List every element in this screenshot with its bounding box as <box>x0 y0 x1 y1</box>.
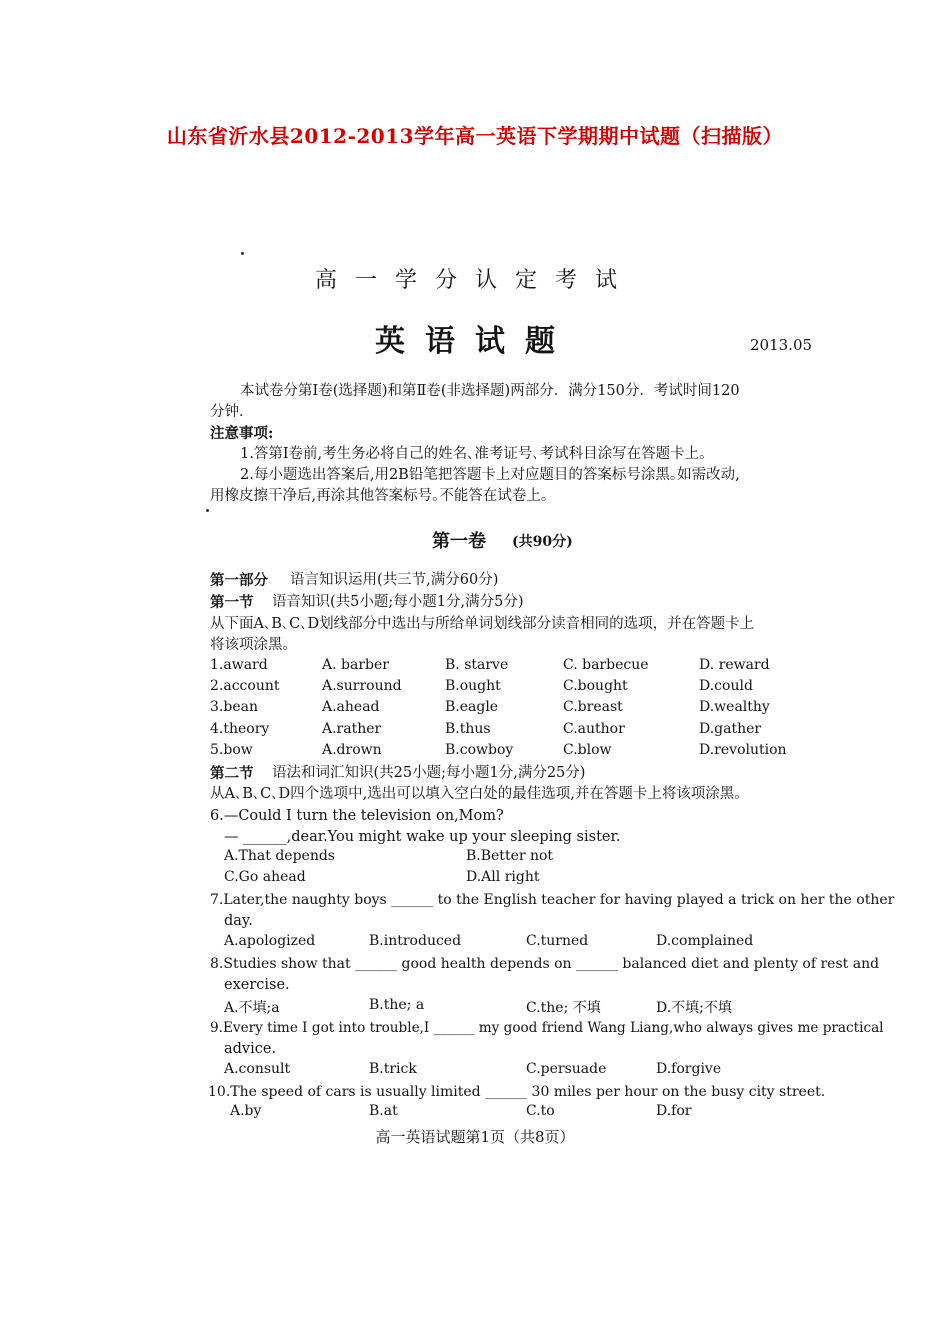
phonetics-option: C.breast <box>563 699 623 715</box>
q9-option: B.trick <box>369 1061 417 1077</box>
q6-line-2: — ______,dear.You might wake up your sleeping sister. <box>224 829 621 845</box>
phonetics-option: C. barbecue <box>563 657 649 673</box>
phonetics-option: B. starve <box>445 657 509 673</box>
phonetics-option: D.gather <box>699 721 762 737</box>
q6-line-1: 6.—Could I turn the television on,Mom? <box>210 808 504 824</box>
q6-option: B.Better not <box>466 848 554 864</box>
phonetics-option: B.cowboy <box>445 742 514 758</box>
scan-speck <box>241 252 244 255</box>
phonetics-q: 4.theory <box>210 721 270 737</box>
phonetics-q: 3.bean <box>210 699 258 715</box>
phonetics-option: D.could <box>699 678 753 694</box>
phonetics-option: B.ought <box>445 678 501 694</box>
document-title: 山东省沂水县2012-2013学年高一英语下学期期中试题（扫描版） <box>166 124 784 148</box>
q8-option: B.the; a <box>369 997 425 1013</box>
q7-option: B.introduced <box>369 933 462 949</box>
part1-name: 第一部分 <box>210 572 268 589</box>
page-footer: 高一英语试题第1页（共8页） <box>375 1128 575 1146</box>
phonetics-option: B.eagle <box>445 699 499 715</box>
part1-title: 语言知识运用(共三节,满分60分) <box>290 572 499 588</box>
q9-option: A.consult <box>224 1061 291 1077</box>
exam-header: 高一学分认定考试 <box>314 268 635 293</box>
phonetics-option: D.wealthy <box>699 699 770 715</box>
phonetics-option: C.author <box>563 721 625 737</box>
section1-instr-line-2: 将该项涂黑｡ <box>210 637 290 653</box>
scan-speck <box>206 509 209 512</box>
phonetics-option: D.revolution <box>699 742 787 758</box>
note-2-line-2: 用橡皮擦干净后,再涂其他答案标号｡不能答在试卷上｡ <box>210 488 549 504</box>
q10-option: C.to <box>526 1103 555 1119</box>
phonetics-q: 5.bow <box>210 742 253 758</box>
q10-option: B.at <box>369 1103 398 1119</box>
q10-option: D.for <box>656 1103 692 1119</box>
q9-line-2: advice. <box>224 1041 277 1057</box>
section2-instr: 从A､B､C､D四个选项中,选出可以填入空白处的最佳选项,并在答题卡上将该项涂黑｡ <box>210 786 742 802</box>
q7-option: A.apologized <box>224 933 316 949</box>
phonetics-option: D. reward <box>699 657 770 673</box>
exam-date: 2013.05 <box>750 336 813 354</box>
notes-title: 注意事项: <box>210 425 274 442</box>
subject-title: 英语试题 <box>375 324 575 359</box>
section2-name: 第二节 <box>210 765 254 782</box>
q6-option: D.All right <box>466 869 540 885</box>
q8-line-2: exercise. <box>224 977 290 993</box>
q8-option: C.the; 不填 <box>526 1000 601 1016</box>
phonetics-option: C.bought <box>563 678 628 694</box>
phonetics-q: 1.award <box>210 657 268 673</box>
q6-option: A.That depends <box>224 848 335 864</box>
section1-name: 第一节 <box>210 594 254 611</box>
phonetics-q: 2.account <box>210 678 280 694</box>
q8-line-1: 8.Studies show that ______ good health depends on ______ balanced diet and plenty of rest and <box>210 956 880 972</box>
q8-option: A.不填;a <box>224 1000 280 1016</box>
q9-option: D.forgive <box>656 1061 722 1077</box>
phonetics-option: A.ahead <box>322 699 380 715</box>
phonetics-option: A.surround <box>322 678 402 694</box>
q6-option: C.Go ahead <box>224 869 306 885</box>
section1-instr-line-1: 从下面A､B､C､D划线部分中选出与所给单词划线部分读音相同的选项，并在答题卡上 <box>210 616 755 632</box>
phonetics-option: B.thus <box>445 721 491 737</box>
volume-score: (共90分) <box>512 534 573 550</box>
q7-option: D.complained <box>656 933 754 949</box>
phonetics-option: A.rather <box>322 721 382 737</box>
q10-line-1: 10.The speed of cars is usually limited ______ 30 miles per hour on the busy city street. <box>208 1084 826 1100</box>
section1-title: 语音知识(共5小题;每小题1分,满分5分) <box>272 594 524 610</box>
q8-option: D.不填;不填 <box>656 1000 732 1016</box>
phonetics-option: A. barber <box>322 657 389 673</box>
note-2-line-1: 2.每小题选出答案后,用2B铅笔把答题卡上对应题目的答案标号涂黑｡如需改动, <box>240 467 740 483</box>
phonetics-option: C.blow <box>563 742 612 758</box>
intro-line-2: 分钟． <box>210 404 254 420</box>
q7-line-2: day. <box>224 913 253 929</box>
volume-title: 第一卷 <box>432 531 486 552</box>
note-1: 1.答第Ⅰ卷前,考生务必将自己的姓名､准考证号､考试科目涂写在答题卡上｡ <box>240 446 707 462</box>
q9-line-1: 9.Every time I got into trouble,I ______ my good friend Wang Liang,who always gives me practical <box>210 1020 884 1036</box>
q7-line-1: 7.Later,the naughty boys ______ to the English teacher for having played a trick on her the other <box>210 892 895 908</box>
q10-option: A.by <box>230 1103 262 1119</box>
phonetics-option: A.drown <box>322 742 382 758</box>
section2-title: 语法和词汇知识(共25小题;每小题1分,满分25分) <box>272 765 586 781</box>
q9-option: C.persuade <box>526 1061 607 1077</box>
intro-line-1: 本试卷分第Ⅰ卷(选择题)和第Ⅱ卷(非选择题)两部分．满分150分．考试时间120 <box>240 383 740 399</box>
q7-option: C.turned <box>526 933 589 949</box>
